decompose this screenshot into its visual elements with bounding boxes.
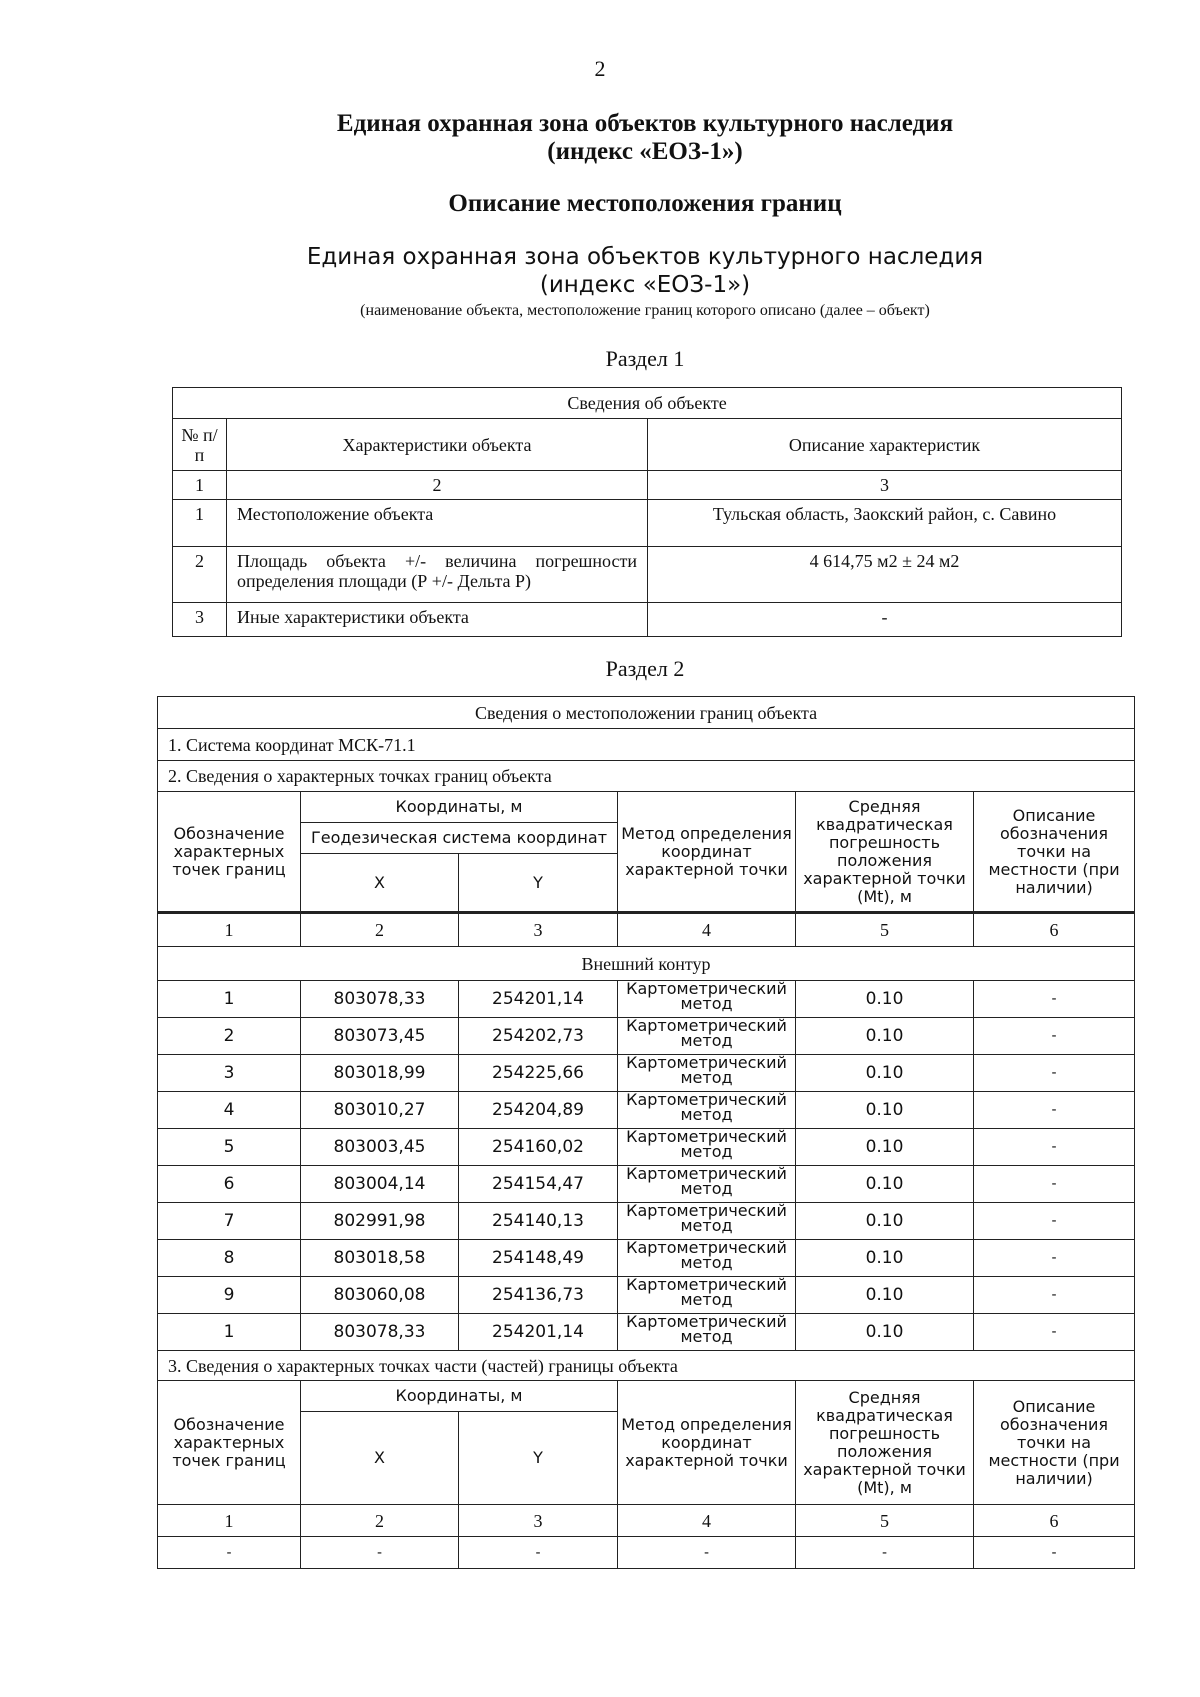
point-mt: 0.10	[796, 1129, 974, 1166]
parts-cell: -	[158, 1537, 301, 1569]
point-y: 254204,89	[459, 1092, 618, 1129]
point-y: 254201,14	[459, 1314, 618, 1351]
point-x: 803078,33	[301, 981, 459, 1018]
point-description: -	[974, 1166, 1135, 1203]
document-subtitle: Описание местоположения границ	[448, 190, 842, 217]
point-mt: 0.10	[796, 1092, 974, 1129]
header-description: Описание обозначения точки на местности (при наличии)	[974, 792, 1135, 913]
point-mt: 0.10	[796, 1314, 974, 1351]
point-id: 8	[158, 1240, 301, 1277]
point-description: -	[974, 1092, 1135, 1129]
header-error: Средняя квадратическая погрешность положения характерной точки (Mt), м	[796, 792, 974, 913]
row-value: -	[648, 603, 1122, 637]
document-title-line1: Единая охранная зона объектов культурного наследия	[336, 110, 954, 137]
point-x: 802991,98	[301, 1203, 459, 1240]
parts-cell: -	[459, 1537, 618, 1569]
header-geodetic-system: Геодезическая система координат	[301, 823, 618, 854]
point-method: Картометрический метод	[618, 1055, 796, 1092]
point-description: -	[974, 1129, 1135, 1166]
point-y: 254136,73	[459, 1277, 618, 1314]
header-method: Метод определения координат характерной точки	[618, 1381, 796, 1505]
header-x: X	[301, 854, 459, 913]
row-value: 4 614,75 м2 ± 24 м2	[648, 547, 1122, 603]
row-value: Тульская область, Заокский район, с. Савино	[648, 500, 1122, 547]
header-point-designation: Обозначение характерных точек границ	[158, 792, 301, 913]
parts-cell: -	[974, 1537, 1135, 1569]
header-coordinates: Координаты, м	[301, 792, 618, 823]
point-description: -	[974, 1240, 1135, 1277]
object-name-note: (наименование объекта, местоположение границ которого описано (далее – объект)	[360, 302, 930, 319]
point-x: 803018,99	[301, 1055, 459, 1092]
header-y: Y	[459, 1412, 618, 1505]
col-number-1: 1	[158, 1505, 301, 1537]
row-characteristic: Площадь объекта +/- величина погрешности определения площади (Р +/- Дельта Р)	[227, 547, 648, 603]
col-number-1: 1	[173, 471, 227, 500]
point-id: 2	[158, 1018, 301, 1055]
point-x: 803018,58	[301, 1240, 459, 1277]
col-header-number: № п/п	[173, 419, 227, 471]
section1-label: Раздел 1	[605, 346, 685, 371]
point-description: -	[974, 981, 1135, 1018]
page-number: 2	[594, 56, 606, 81]
point-id: 5	[158, 1129, 301, 1166]
point-x: 803010,27	[301, 1092, 459, 1129]
point-method: Картометрический метод	[618, 1092, 796, 1129]
header-x: X	[301, 1412, 459, 1505]
point-method: Картометрический метод	[618, 1314, 796, 1351]
object-name-line2: (индекс «ЕОЗ-1»)	[539, 272, 751, 298]
points-section-title: 2. Сведения о характерных точках границ объекта	[158, 761, 1135, 792]
point-description: -	[974, 1018, 1135, 1055]
header-point-designation: Обозначение характерных точек границ	[158, 1381, 301, 1505]
col-number-4: 4	[618, 1505, 796, 1537]
parts-section-title: 3. Сведения о характерных точках части (частей) границы объекта	[158, 1351, 1135, 1381]
point-y: 254201,14	[459, 981, 618, 1018]
contour-label: Внешний контур	[158, 947, 1135, 981]
point-id: 6	[158, 1166, 301, 1203]
row-characteristic: Местоположение объекта	[227, 500, 648, 547]
point-y: 254148,49	[459, 1240, 618, 1277]
col-number-3: 3	[459, 913, 618, 947]
row-number: 2	[173, 547, 227, 603]
header-error: Средняя квадратическая погрешность положения характерной точки (Mt), м	[796, 1381, 974, 1505]
point-mt: 0.10	[796, 1055, 974, 1092]
coordinate-system: 1. Система координат МСК-71.1	[158, 729, 1135, 761]
col-number-2: 2	[301, 913, 459, 947]
point-method: Картометрический метод	[618, 1240, 796, 1277]
point-description: -	[974, 1277, 1135, 1314]
col-number-6: 6	[974, 913, 1135, 947]
point-method: Картометрический метод	[618, 981, 796, 1018]
point-method: Картометрический метод	[618, 1129, 796, 1166]
point-method: Картометрический метод	[618, 1166, 796, 1203]
col-number-6: 6	[974, 1505, 1135, 1537]
point-y: 254160,02	[459, 1129, 618, 1166]
boundary-table-title: Сведения о местоположении границ объекта	[158, 697, 1135, 729]
document-title-line2: (индекс «ЕОЗ-1»)	[547, 138, 743, 165]
point-x: 803003,45	[301, 1129, 459, 1166]
point-method: Картометрический метод	[618, 1203, 796, 1240]
parts-cell: -	[618, 1537, 796, 1569]
header-description: Описание обозначения точки на местности (при наличии)	[974, 1381, 1135, 1505]
col-number-2: 2	[227, 471, 648, 500]
object-name-line1: Единая охранная зона объектов культурного наследия	[306, 244, 984, 270]
point-id: 9	[158, 1277, 301, 1314]
col-number-3: 3	[459, 1505, 618, 1537]
point-id: 3	[158, 1055, 301, 1092]
point-id: 7	[158, 1203, 301, 1240]
point-mt: 0.10	[796, 981, 974, 1018]
point-mt: 0.10	[796, 1203, 974, 1240]
col-header-characteristic: Характеристики объекта	[227, 419, 648, 471]
col-number-1: 1	[158, 913, 301, 947]
row-number: 3	[173, 603, 227, 637]
point-y: 254202,73	[459, 1018, 618, 1055]
point-mt: 0.10	[796, 1277, 974, 1314]
point-mt: 0.10	[796, 1018, 974, 1055]
point-y: 254225,66	[459, 1055, 618, 1092]
object-info-table-title: Сведения об объекте	[173, 388, 1122, 419]
parts-cell: -	[301, 1537, 459, 1569]
point-id: 1	[158, 981, 301, 1018]
point-method: Картометрический метод	[618, 1018, 796, 1055]
point-x: 803004,14	[301, 1166, 459, 1203]
point-description: -	[974, 1055, 1135, 1092]
point-x: 803060,08	[301, 1277, 459, 1314]
row-number: 1	[173, 500, 227, 547]
point-x: 803073,45	[301, 1018, 459, 1055]
col-number-4: 4	[618, 913, 796, 947]
point-y: 254154,47	[459, 1166, 618, 1203]
point-mt: 0.10	[796, 1166, 974, 1203]
section2-label: Раздел 2	[605, 656, 685, 681]
row-characteristic: Иные характеристики объекта	[227, 603, 648, 637]
col-number-2: 2	[301, 1505, 459, 1537]
document-title	[0, 110, 1200, 166]
point-y: 254140,13	[459, 1203, 618, 1240]
header-coordinates: Координаты, м	[301, 1381, 618, 1412]
col-number-5: 5	[796, 1505, 974, 1537]
point-description: -	[974, 1203, 1135, 1240]
parts-cell: -	[796, 1537, 974, 1569]
header-method: Метод определения координат характерной точки	[618, 792, 796, 913]
point-id: 4	[158, 1092, 301, 1129]
boundary-points-table	[157, 696, 1135, 1569]
point-mt: 0.10	[796, 1240, 974, 1277]
col-number-3: 3	[648, 471, 1122, 500]
object-name	[0, 243, 1200, 299]
col-header-description: Описание характеристик	[648, 419, 1122, 471]
point-method: Картометрический метод	[618, 1277, 796, 1314]
point-id: 1	[158, 1314, 301, 1351]
point-x: 803078,33	[301, 1314, 459, 1351]
point-description: -	[974, 1314, 1135, 1351]
col-number-5: 5	[796, 913, 974, 947]
header-y: Y	[459, 854, 618, 913]
object-info-table	[172, 387, 1122, 637]
